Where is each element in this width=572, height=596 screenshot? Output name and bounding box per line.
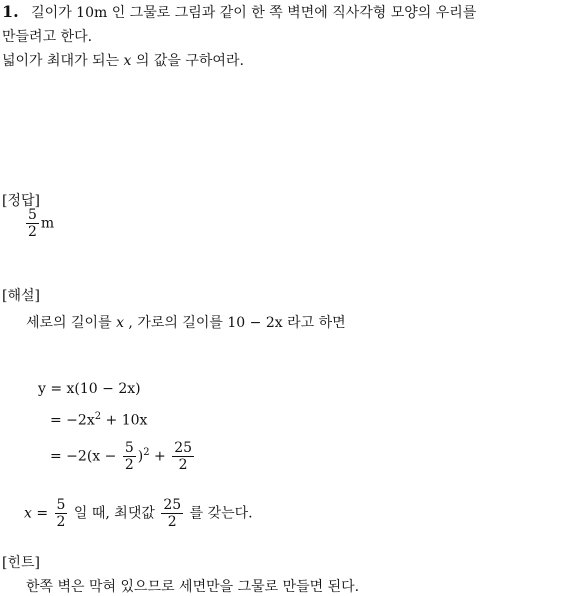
answer-denominator: 2 [28,224,37,240]
problem-text-3b: 의 값을 구하여라. [135,53,244,69]
eq3-part-c: + [149,448,166,465]
answer-value [24,207,54,240]
concl-part-a: x = [24,505,49,522]
problem-text-2: 만들려고 한다. [2,29,93,45]
hint-header: [힌트] [2,555,40,571]
problem-line-1 [2,2,476,22]
concl-part-b: 일 때, 최댓값 [73,505,155,522]
conclusion [24,497,253,530]
explanation-header: [해설] [2,288,40,304]
equation-1: y = x(10 − 2x) [38,381,141,397]
intro-text-a: 세로의 길이를 [26,315,112,331]
eq3-num-2: 25 [174,440,193,456]
eq3-den-1: 2 [124,457,134,473]
concl-num-2: 25 [163,497,182,513]
eq3-den-2: 2 [178,457,188,473]
intro-expr: 10 − 2x [227,315,283,331]
eq3-num-1: 5 [124,440,134,456]
concl-den-1: 2 [56,514,66,530]
eq3-sup: 2 [143,446,150,458]
eq3-fraction-2 [172,440,194,473]
intro-text-b: , 가로의 길이를 [128,315,223,331]
intro-var-x: x [116,315,124,331]
answer-numerator: 5 [28,207,37,223]
explanation-intro [26,312,346,332]
answer-unit: m [40,215,55,232]
equation-2 [50,411,147,429]
eq2-sup: 2 [94,411,102,422]
problem-line-3 [2,50,244,70]
problem-text-1: 길이가 10m 인 그물로 그림과 같이 한 쪽 벽면에 직사각형 모양의 우리를 [31,5,477,21]
eq3-fraction-1 [123,440,136,473]
equation-3 [50,440,196,473]
eq3-part-a: = −2(x − [50,448,117,465]
problem-number: 1. [2,2,19,21]
eq2-part-b: + 10x [101,412,148,429]
concl-fraction-2 [161,497,183,530]
answer-header: [정답] [2,193,40,209]
intro-text-c: 라고 하면 [287,315,346,331]
hint-text: 한쪽 벽은 막혀 있으므로 세면만을 그물로 만들면 된다. [26,579,360,595]
problem-text-3a: 넓이가 최대가 되는 [2,53,120,69]
concl-den-2: 2 [167,514,177,530]
eq2-part-a: = −2x [50,412,95,429]
concl-num-1: 5 [56,497,66,513]
problem-var-x: x [123,53,132,69]
concl-part-c: 를 갖는다. [189,505,253,522]
eq3-part-b: ) [137,448,144,465]
concl-fraction-1 [55,497,68,530]
answer-fraction [26,207,39,240]
